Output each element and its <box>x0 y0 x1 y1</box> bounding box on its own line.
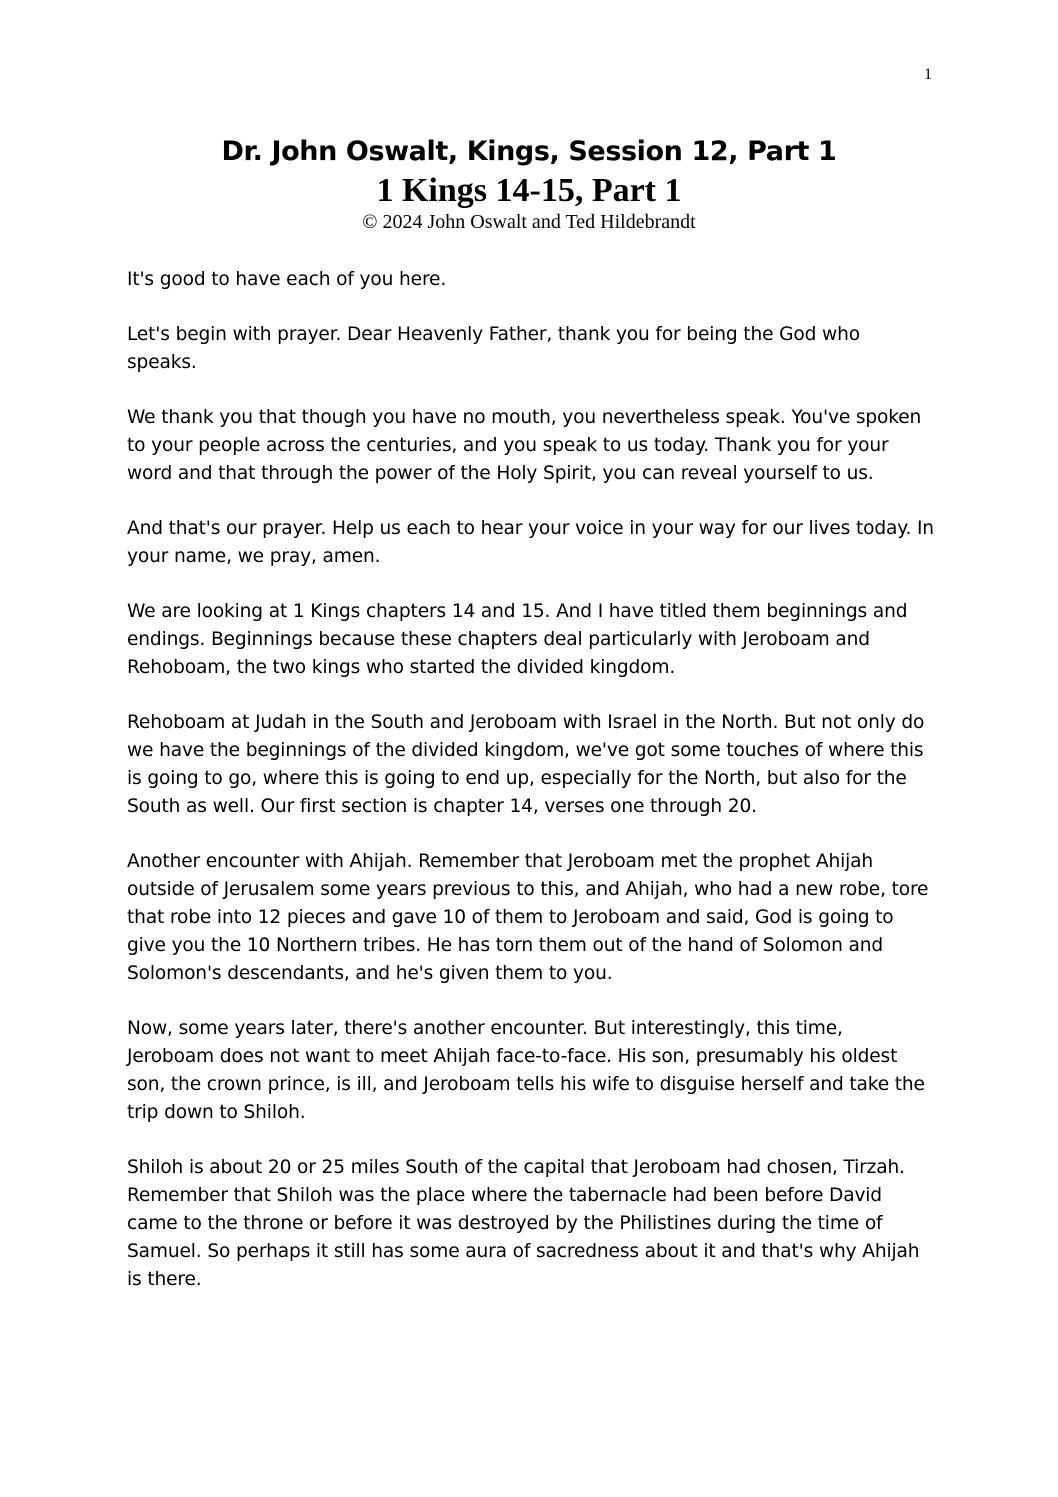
paragraph: It's good to have each of you here. <box>127 269 447 290</box>
page-number: 1 <box>924 66 932 83</box>
paragraph: And that's our prayer. Help us each to hear your voice in your way for our lives today. In your name, we pray, amen. <box>127 518 934 567</box>
paragraph: Another encounter with Ahijah. Remember that Jeroboam met the prophet Ahijah outside of Jerusalem some years previous to this, and Ahijah, who had a new robe, tore that robe into 12 pieces and gave 10 of them to Jeroboam and said, God is going to give you the 10 Northern tribes. He has torn them out of the hand of Solomon and Solomon's descendants, and he's given them to you. <box>127 851 929 984</box>
paragraph: Now, some years later, there's another encounter. But interestingly, this time, Jeroboam does not want to meet Ahijah face-to-face. His son, presumably his oldest son, the crown prince, is ill, and Jeroboam tells his wife to disguise herself and take the trip down to Shiloh. <box>127 1018 925 1123</box>
paragraph: We are looking at 1 Kings chapters 14 and 15. And I have titled them beginnings and endings. Beginnings because these chapters deal particularly with Jeroboam and Rehoboam, the two kings who started the divided kingdom. <box>127 601 908 678</box>
paragraph: We thank you that though you have no mouth, you nevertheless speak. You've spoken to your people across the centuries, and you speak to us today. Thank you for your word and that through the power of the Holy Spirit, you can reveal yourself to us. <box>127 407 922 484</box>
copyright-notice: © 2024 John Oswalt and Ted Hildebrandt <box>362 211 696 233</box>
paragraph: Let's begin with prayer. Dear Heavenly Father, thank you for being the God who speaks. <box>127 324 860 373</box>
document-subtitle: 1 Kings 14-15, Part 1 <box>376 172 682 209</box>
document-title: Dr. John Oswalt, Kings, Session 12, Part 1 <box>221 136 837 167</box>
document-header <box>0 133 1058 233</box>
transcript-body <box>127 266 935 1321</box>
paragraph: Rehoboam at Judah in the South and Jeroboam with Israel in the North. But not only do we have the beginnings of the divided kingdom, we've got some touches of where this is going to go, where this is going to end up, especially for the North, but also for the South as well. Our first section is chapter 14, verses one through 20. <box>127 712 925 817</box>
paragraph: Shiloh is about 20 or 25 miles South of the capital that Jeroboam had chosen, Tirzah. Remember that Shiloh was the place where the tabernacle had been before David came to the throne or before it was destroyed by the Philistines during the time of Samuel. So perhaps it still has some aura of sacredness about it and that's why Ahijah is there. <box>127 1157 920 1290</box>
